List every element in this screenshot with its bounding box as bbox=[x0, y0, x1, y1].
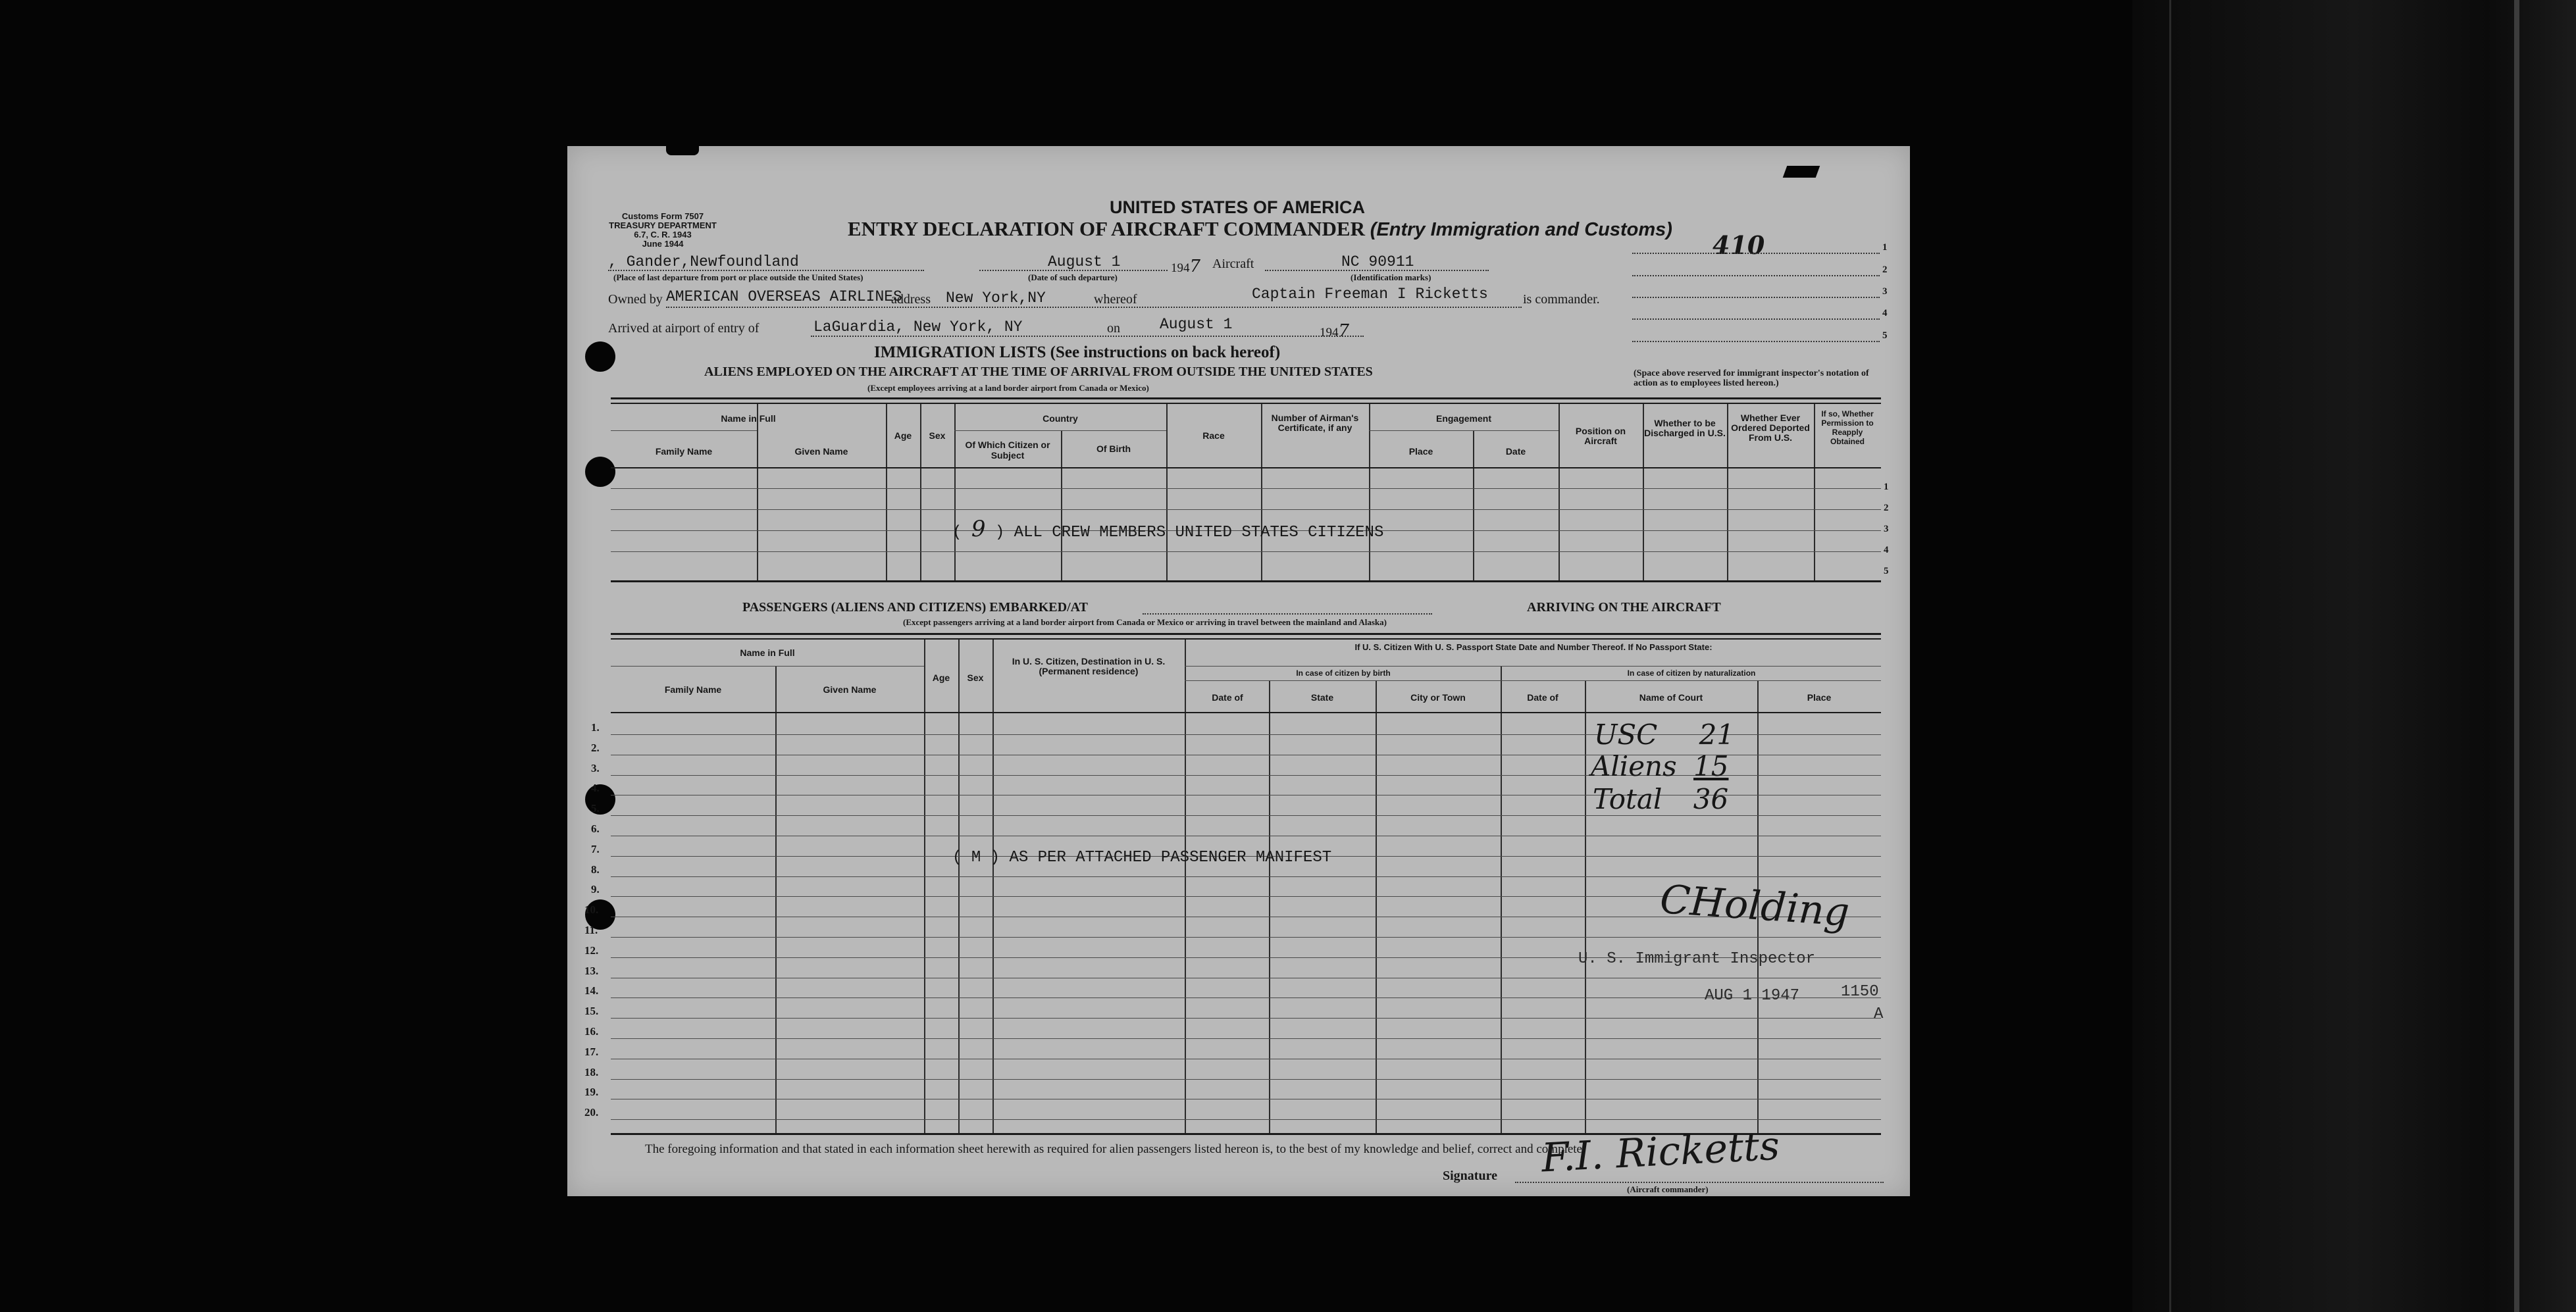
punch-hole bbox=[585, 457, 615, 487]
signature-caption: (Aircraft commander) bbox=[1627, 1184, 1709, 1194]
reserved-line-number: 5 bbox=[1882, 330, 1888, 341]
passenger-row-line bbox=[611, 815, 1881, 816]
passenger-row-number: 5. bbox=[591, 802, 600, 815]
country-heading: UNITED STATES OF AMERICA bbox=[1110, 197, 1365, 217]
pax-col-city: City or Town bbox=[1410, 692, 1466, 703]
reserved-line bbox=[1632, 341, 1880, 342]
inspector-signature: CHolding bbox=[1658, 876, 1851, 936]
reserved-line bbox=[1632, 297, 1880, 298]
col-citizen-of: Of Which Citizen or Subject bbox=[965, 440, 1050, 461]
departure-year: 1947 bbox=[1171, 257, 1201, 276]
immigration-note: (Except employees arriving at a land border airport from Canada or Mexico) bbox=[867, 383, 1149, 393]
crew-entry: ( 9 ) ALL CREW MEMBERS UNITED STATES CITIZENS bbox=[952, 516, 1384, 542]
arrival-airport: LaGuardia, New York, NY bbox=[813, 318, 1023, 336]
col-name-in-full: Name in Full bbox=[721, 413, 776, 424]
crew-count: 9 bbox=[971, 516, 986, 542]
pax-col-date-of-nat: Date of bbox=[1527, 692, 1558, 703]
aircraft-id-caption: (Identification marks) bbox=[1351, 272, 1431, 282]
crew-row-number: 1 bbox=[1884, 482, 1889, 492]
pax-col-place: Place bbox=[1807, 692, 1832, 703]
commander-suffix: is commander. bbox=[1523, 292, 1600, 307]
col-age: Age bbox=[894, 430, 912, 441]
inspector-time-stamp: 1150 bbox=[1841, 983, 1879, 1001]
passenger-row-number: 16. bbox=[584, 1025, 599, 1038]
reserved-line-number: 1 bbox=[1882, 242, 1888, 253]
col-engagement-place: Place bbox=[1408, 446, 1433, 457]
arrival-label: Arrived at airport of entry of bbox=[608, 321, 760, 336]
passenger-row-line bbox=[611, 997, 1881, 998]
crew-row-number: 5 bbox=[1884, 566, 1889, 576]
manifest-mark: M bbox=[971, 849, 981, 867]
passenger-row-number: 14. bbox=[584, 984, 599, 997]
fill-line bbox=[1265, 270, 1489, 271]
col-airman-certificate: Number of Airman's Certificate, if any bbox=[1271, 413, 1359, 433]
owner-address: New York,NY bbox=[946, 290, 1046, 307]
pax-col-age: Age bbox=[932, 672, 950, 683]
pax-col-given-name: Given Name bbox=[823, 684, 877, 695]
passenger-row-number: 18. bbox=[584, 1066, 599, 1078]
passengers-note: (Except passengers arriving at a land border airport from Canada or Mexico or arriving in travel between the mainland and Alaska) bbox=[903, 617, 1387, 627]
col-discharged: Whether to be Discharged in U.S. bbox=[1644, 418, 1726, 438]
scanner-edge-line bbox=[2514, 0, 2519, 1312]
arrival-year: 1947 bbox=[1320, 321, 1350, 341]
passenger-row-number: 11. bbox=[584, 924, 598, 936]
scanner-margin-strip bbox=[2132, 0, 2576, 1312]
passenger-row-line bbox=[611, 1119, 1881, 1120]
col-deported: Whether Ever Ordered Deported From U.S. bbox=[1731, 413, 1810, 443]
pax-col-date-of: Date of bbox=[1212, 692, 1243, 703]
table-border bbox=[611, 580, 1881, 582]
col-country: Country bbox=[1043, 413, 1078, 424]
departure-place-caption: (Place of last departure from port or place outside the United States) bbox=[613, 272, 863, 282]
pax-col-family-name: Family Name bbox=[664, 684, 722, 695]
pax-col-court: Name of Court bbox=[1639, 692, 1703, 703]
fill-line bbox=[608, 270, 924, 271]
crew-row-number: 3 bbox=[1884, 524, 1889, 534]
tally-total: Total 36 bbox=[1593, 783, 1729, 815]
passenger-row-line bbox=[611, 1079, 1881, 1080]
passengers-arriving: ARRIVING ON THE AIRCRAFT bbox=[1527, 600, 1721, 615]
fill-line bbox=[811, 336, 1364, 337]
crew-statement: ALL CREW MEMBERS UNITED STATES CITIZENS bbox=[1014, 524, 1384, 542]
pax-col-state: State bbox=[1310, 692, 1334, 703]
paper-tab bbox=[1783, 166, 1820, 178]
passenger-row-number: 3. bbox=[591, 762, 600, 774]
signature-line bbox=[1515, 1182, 1884, 1183]
punch-hole bbox=[585, 341, 615, 372]
passenger-row-number: 20. bbox=[584, 1106, 599, 1119]
passenger-row-line bbox=[611, 1038, 1881, 1039]
inspector-date-stamp: AUG 1 1947 bbox=[1705, 987, 1800, 1005]
passenger-row-number: 17. bbox=[584, 1046, 599, 1058]
aircraft-label: Aircraft bbox=[1212, 257, 1254, 271]
punch-hole bbox=[585, 784, 615, 815]
pax-col-passport: If U. S. Citizen With U. S. Passport State Date and Number Thereof. If No Passport State: bbox=[1354, 642, 1713, 652]
departure-date: August 1 bbox=[1048, 253, 1121, 270]
fill-line bbox=[1143, 613, 1432, 615]
passenger-row-number: 13. bbox=[584, 965, 599, 977]
passenger-row-number: 12. bbox=[584, 944, 599, 957]
pax-col-by-naturalization: In case of citizen by naturalization bbox=[1627, 669, 1756, 678]
passenger-row-number: 1. bbox=[591, 721, 600, 734]
commander-signature: F.I. Ricketts bbox=[1540, 1123, 1781, 1182]
reserved-line-number: 2 bbox=[1882, 265, 1888, 275]
col-race: Race bbox=[1202, 430, 1225, 441]
form-identifier: Customs Form 7507 TREASURY DEPARTMENT 6.7, C. R. 1943 June 1944 bbox=[609, 211, 717, 249]
pax-col-name-in-full: Name in Full bbox=[740, 647, 795, 658]
passengers-title: PASSENGERS (ALIENS AND CITIZENS) EMBARKED/AT bbox=[742, 600, 1088, 615]
pax-col-destination: In U. S. Citizen, Destination in U. S. (Permanent residence) bbox=[1012, 656, 1166, 676]
departure-place: , Gander,Newfoundland bbox=[608, 253, 799, 270]
crew-row-number: 4 bbox=[1884, 545, 1889, 555]
whereof-label: whereof bbox=[1094, 292, 1137, 307]
pax-col-sex: Sex bbox=[967, 672, 984, 683]
passenger-row-number: 8. bbox=[591, 863, 600, 876]
crew-row-number: 2 bbox=[1884, 503, 1889, 513]
table-border bbox=[611, 403, 1881, 404]
aircraft-id: NC 90911 bbox=[1341, 253, 1414, 270]
col-engagement-date: Date bbox=[1505, 446, 1526, 457]
manifest-entry: ( M ) AS PER ATTACHED PASSENGER MANIFEST bbox=[952, 849, 1332, 867]
reserved-line-number: 4 bbox=[1882, 308, 1888, 318]
passenger-row-line bbox=[611, 876, 1881, 877]
passenger-row-line bbox=[611, 937, 1881, 938]
passenger-row-line bbox=[611, 1018, 1881, 1019]
col-position: Position on Aircraft bbox=[1575, 426, 1626, 446]
passenger-row-number: 9. bbox=[591, 883, 600, 896]
arrival-date: August 1 bbox=[1160, 316, 1233, 333]
passenger-row-number: 7. bbox=[591, 843, 600, 855]
reserved-line bbox=[1632, 253, 1880, 254]
col-given-name: Given Name bbox=[794, 446, 848, 457]
col-reapply: If so, Whether Permission to Reapply Obtained bbox=[1821, 409, 1874, 446]
passenger-row-number: 19. bbox=[584, 1086, 599, 1098]
entry-number: 410 bbox=[1713, 230, 1765, 260]
reserved-line bbox=[1632, 318, 1880, 320]
immigration-subtitle: ALIENS EMPLOYED ON THE AIRCRAFT AT THE TIME OF ARRIVAL FROM OUTSIDE THE UNITED STATES bbox=[704, 365, 1373, 379]
inspector-ampm-stamp: A bbox=[1874, 1005, 1884, 1023]
col-family-name: Family Name bbox=[655, 446, 713, 457]
departure-date-caption: (Date of such departure) bbox=[1028, 272, 1118, 282]
owned-by-label: Owned by bbox=[608, 292, 663, 307]
col-sex: Sex bbox=[929, 430, 946, 441]
signature-label: Signature bbox=[1443, 1169, 1497, 1183]
scanner-edge-line bbox=[2169, 0, 2171, 1312]
entry-declaration-document bbox=[567, 146, 1910, 1196]
immigration-title: IMMIGRATION LISTS (See instructions on back hereof) bbox=[874, 343, 1281, 361]
manifest-statement: AS PER ATTACHED PASSENGER MANIFEST bbox=[1009, 849, 1332, 867]
table-border bbox=[611, 638, 1881, 640]
commander-name: Captain Freeman I Ricketts bbox=[1252, 286, 1488, 303]
col-of-birth: Of Birth bbox=[1096, 443, 1131, 454]
passenger-row-number: 2. bbox=[591, 742, 600, 754]
col-engagement: Engagement bbox=[1435, 413, 1491, 424]
form-title: ENTRY DECLARATION OF AIRCRAFT COMMANDER (Entry Immigration and Customs) bbox=[848, 217, 1672, 240]
passenger-row-number: 4. bbox=[591, 782, 600, 794]
pax-col-by-birth: In case of citizen by birth bbox=[1296, 669, 1391, 678]
tally-usc: USC 21 bbox=[1594, 719, 1735, 751]
table-border bbox=[611, 397, 1881, 399]
fill-line bbox=[666, 307, 1522, 308]
table-border bbox=[611, 633, 1881, 635]
inspector-note: (Space above reserved for immigrant inspector's notation of action as to employees listed hereon.) bbox=[1634, 368, 1869, 388]
passenger-row-number: 15. bbox=[584, 1005, 599, 1017]
tally-aliens: Aliens 15 bbox=[1591, 750, 1729, 782]
certification-statement: The foregoing information and that stated in each information sheet herewith as required for alien passengers listed hereon is, to the best of my knowledge and belief, correct and complete. bbox=[645, 1142, 1585, 1156]
owner-name: AMERICAN OVERSEAS AIRLINES bbox=[666, 288, 902, 305]
fill-line bbox=[979, 270, 1168, 271]
reserved-line bbox=[1632, 275, 1880, 276]
passenger-row-number: 6. bbox=[591, 822, 600, 835]
inspector-title-stamp: U. S. Immigrant Inspector bbox=[1578, 950, 1816, 968]
passenger-row-number: 10. bbox=[584, 903, 599, 916]
reserved-line-number: 3 bbox=[1882, 286, 1888, 297]
paper-tab bbox=[666, 146, 699, 155]
arrival-on-label: on bbox=[1107, 321, 1120, 336]
address-label: address bbox=[891, 292, 931, 307]
